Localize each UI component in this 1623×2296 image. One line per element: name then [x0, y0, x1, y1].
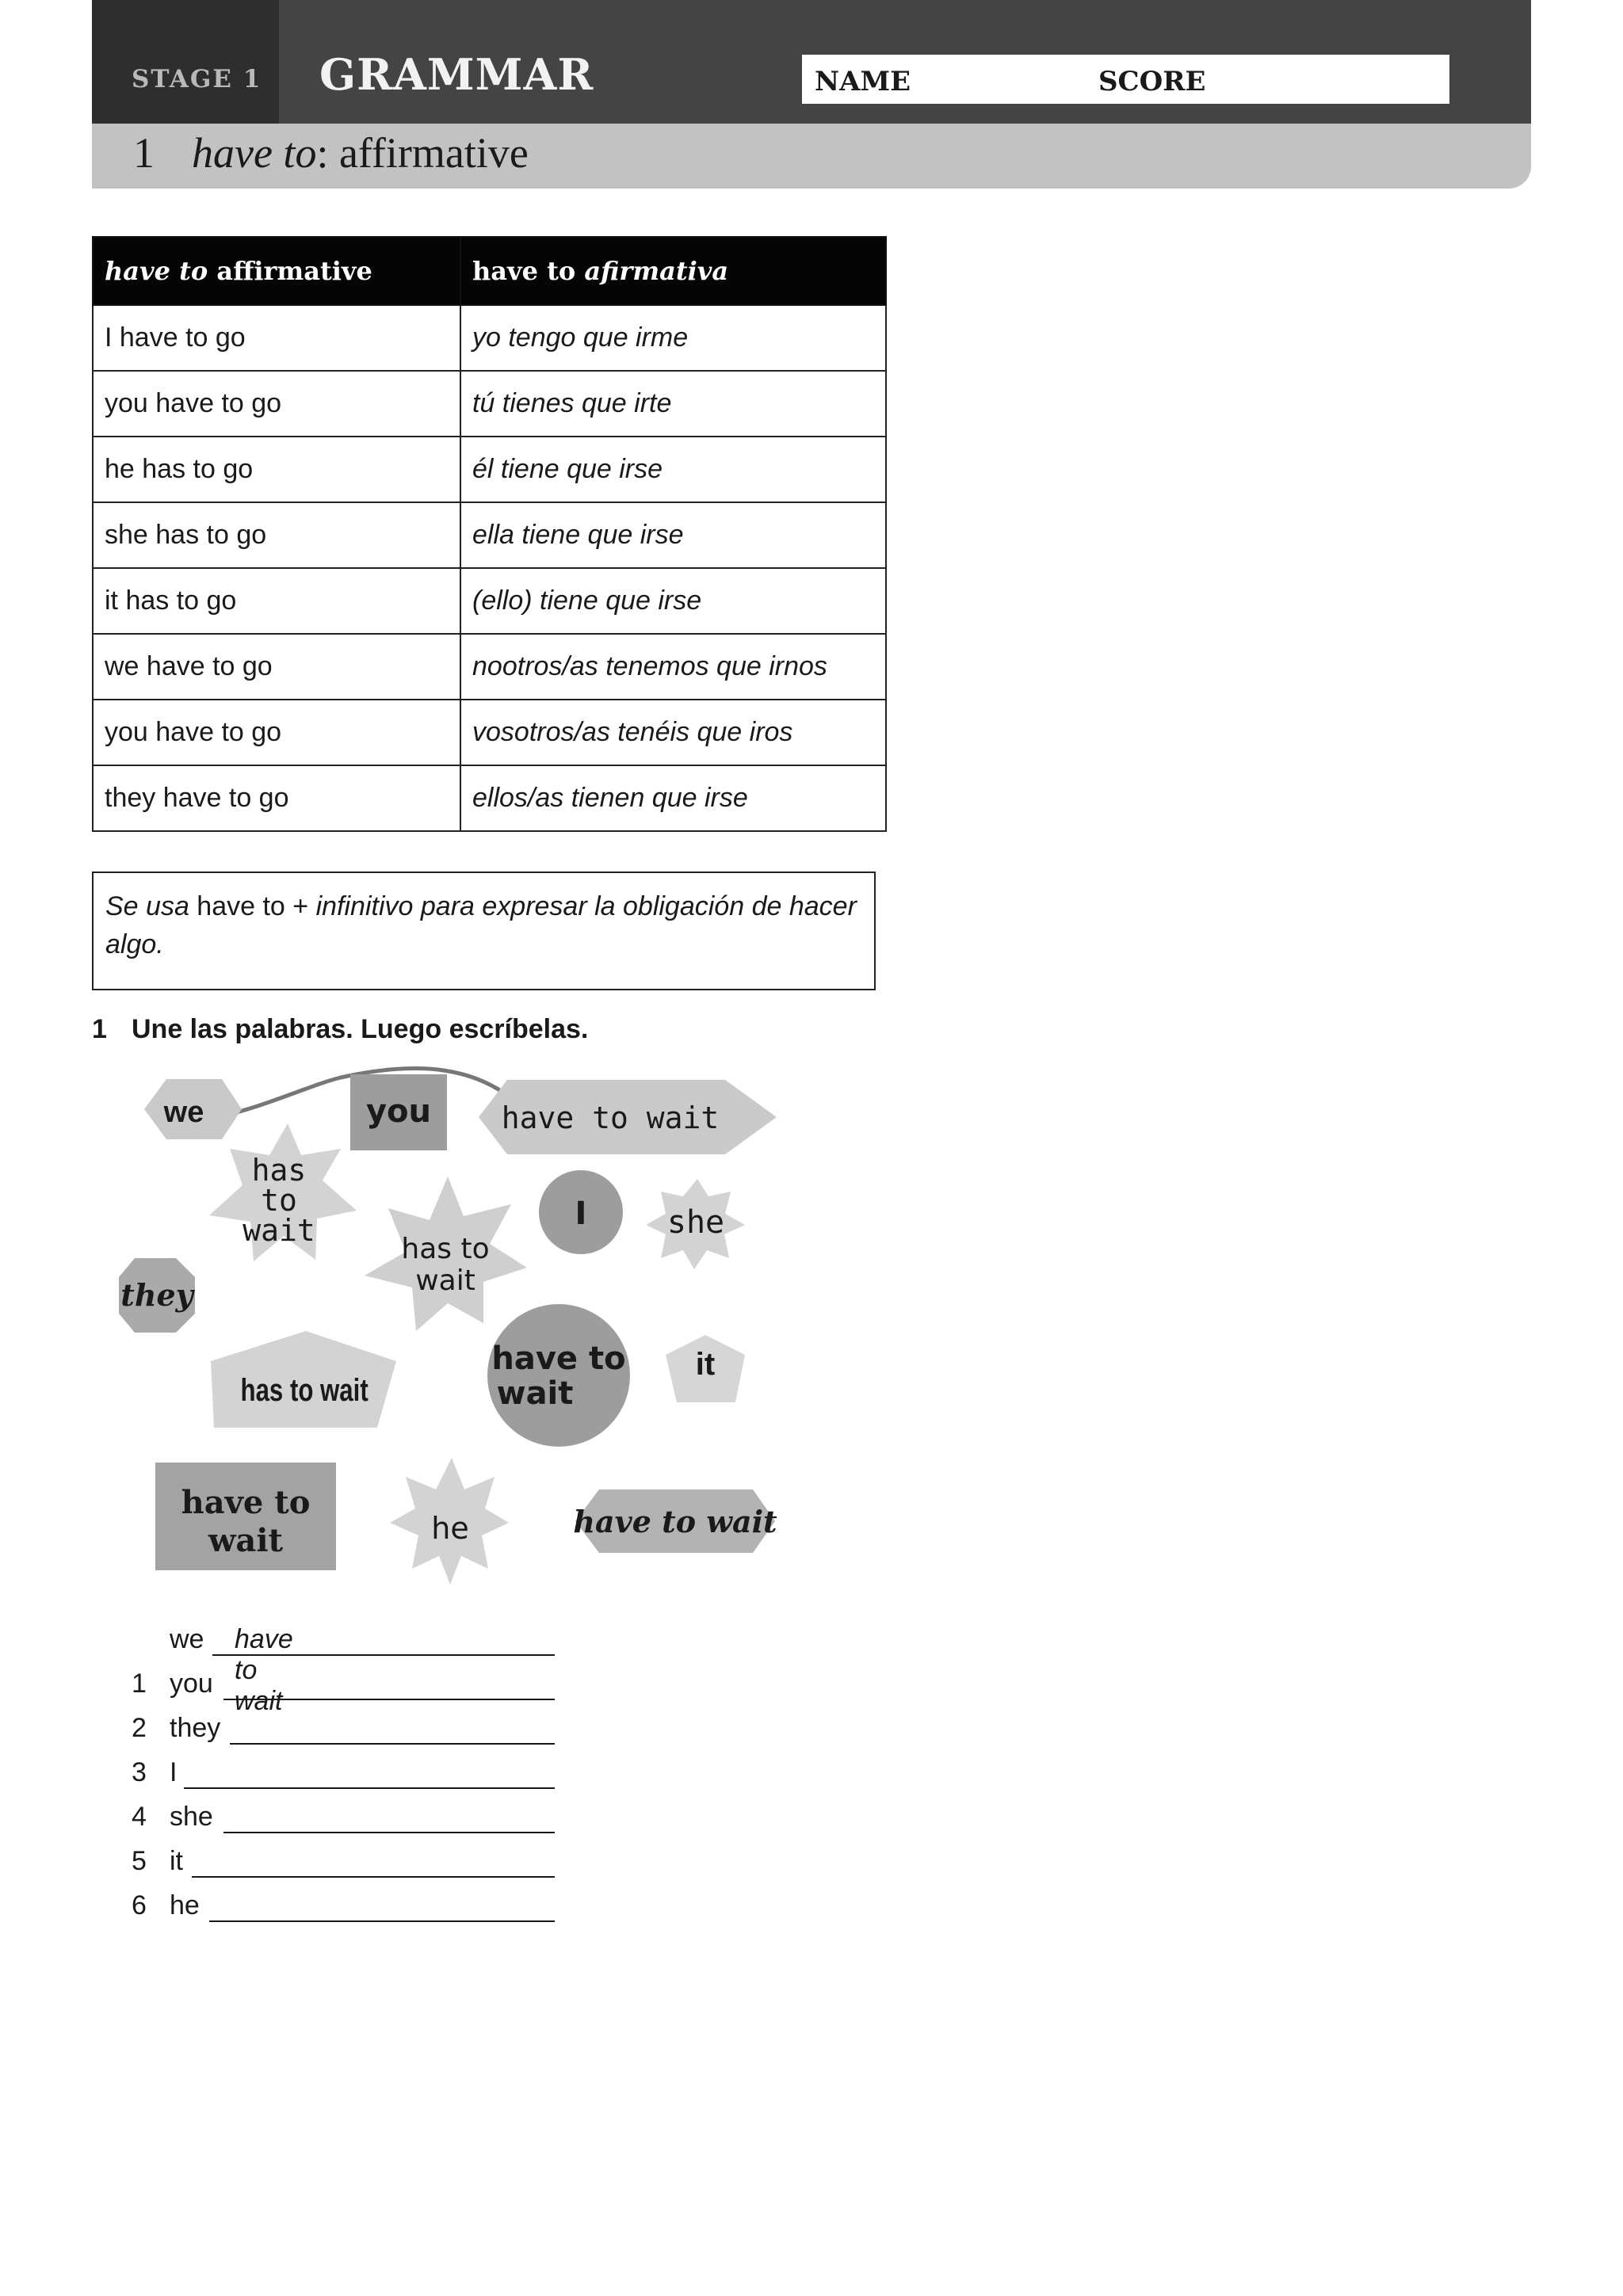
table-cell-spanish: ella tiene que irse [460, 502, 886, 568]
svg-text:has to wait: has to wait [240, 1372, 369, 1408]
worksheet-header [92, 0, 1531, 124]
table-cell-spanish: (ello) tiene que irse [460, 568, 886, 634]
shape-we[interactable] [144, 1079, 242, 1139]
svg-text:they: they [120, 1277, 193, 1313]
answer-subject: you [170, 1669, 213, 1699]
exercise-number: 1 [92, 1014, 107, 1044]
shape-I[interactable] [539, 1170, 623, 1254]
table-cell-spanish: tú tienes que irte [460, 371, 886, 437]
table-row [93, 765, 886, 831]
svg-text:she: she [666, 1204, 725, 1241]
shape-you[interactable] [350, 1074, 447, 1150]
name-score-box [802, 55, 1449, 104]
svg-text:has to: has to [401, 1233, 490, 1265]
answer-line[interactable] [223, 1832, 555, 1833]
table-row [93, 502, 886, 568]
shape-they[interactable] [119, 1258, 196, 1333]
svg-text:wait: wait [415, 1264, 475, 1297]
name-label: NAME [815, 66, 911, 97]
section-title: GRAMMAR [319, 49, 594, 100]
stage-box [92, 0, 279, 124]
score-label: SCORE [1098, 66, 1206, 97]
table-cell-spanish: ellos/as tienen que irse [460, 765, 886, 831]
answer-line[interactable] [192, 1876, 555, 1878]
table-row [93, 634, 886, 700]
svg-text:I: I [575, 1196, 587, 1232]
svg-text:we: we [163, 1096, 204, 1129]
svg-text:wait: wait [496, 1375, 574, 1412]
answer-subject: it [170, 1846, 183, 1876]
table-header-english: have to affirmative [93, 237, 460, 305]
table-row [93, 700, 886, 765]
table-cell-spanish: nootros/as tenemos que irnos [460, 634, 886, 700]
answer-number: 5 [132, 1846, 147, 1876]
shape-it[interactable] [666, 1335, 745, 1402]
topic-title-rest: : affirmative [316, 129, 529, 177]
shape-he[interactable] [390, 1458, 509, 1585]
table-cell-english: he has to go [93, 437, 460, 502]
answer-line[interactable] [223, 1699, 555, 1700]
exercise-heading [92, 1014, 588, 1045]
answer-line[interactable] [209, 1920, 555, 1922]
answer-number: 2 [132, 1713, 147, 1743]
word-match-artwork [111, 1062, 792, 1600]
svg-text:it: it [695, 1347, 716, 1382]
topic-number: 1 [133, 129, 155, 177]
svg-text:to: to [261, 1183, 297, 1218]
answer-subject: he [170, 1890, 200, 1920]
table-row [93, 437, 886, 502]
svg-text:have to wait: have to wait [573, 1504, 777, 1539]
shape-have-to-wait-circle[interactable] [487, 1304, 630, 1447]
svg-text:you: you [365, 1093, 432, 1130]
shape-have-to-wait-1[interactable] [479, 1080, 777, 1154]
answer-line[interactable] [230, 1743, 555, 1745]
table-cell-english: you have to go [93, 700, 460, 765]
svg-text:have to: have to [491, 1341, 626, 1377]
exercise-instruction: Une las palabras. Luego escríbelas. [132, 1014, 589, 1044]
usage-note: Se usa have to + infinitivo para expresar la obligación de hacer algo. [92, 871, 876, 990]
table-cell-english: it has to go [93, 568, 460, 634]
table-cell-english: we have to go [93, 634, 460, 700]
shape-has-to-wait-star[interactable] [209, 1123, 357, 1261]
shape-has-to-wait-star-2[interactable] [365, 1177, 527, 1331]
shape-she[interactable] [646, 1179, 745, 1269]
table-cell-english: she has to go [93, 502, 460, 568]
answer-number: 4 [132, 1802, 147, 1832]
svg-text:has: has [251, 1153, 307, 1188]
topic-title-italic: have to [192, 129, 317, 177]
svg-text:wait: wait [242, 1213, 315, 1248]
shape-has-to-wait-pentagon[interactable] [211, 1331, 396, 1428]
conjugation-table [92, 236, 887, 832]
answer-number: 6 [132, 1890, 147, 1920]
svg-text:he: he [431, 1511, 469, 1546]
table-cell-spanish: vosotros/as tenéis que iros [460, 700, 886, 765]
table-row [93, 371, 886, 437]
svg-text:have to: have to [181, 1484, 311, 1521]
table-cell-spanish: él tiene que irse [460, 437, 886, 502]
table-row [93, 305, 886, 371]
table-header-spanish: have to afirmativa [460, 237, 886, 305]
svg-text:have to wait: have to wait [501, 1100, 720, 1135]
answer-subject: she [170, 1802, 213, 1832]
stage-label: STAGE 1 [132, 65, 262, 93]
shape-have-to-wait-hex[interactable] [573, 1489, 777, 1553]
topic-heading-bar [92, 124, 1531, 189]
shape-have-to-wait-rect[interactable] [155, 1463, 336, 1570]
table-cell-english: you have to go [93, 371, 460, 437]
table-cell-spanish: yo tengo que irme [460, 305, 886, 371]
answer-example-text: have to wait [235, 1624, 293, 1716]
table-cell-english: they have to go [93, 765, 460, 831]
topic-title [192, 128, 529, 177]
answer-number: 1 [132, 1669, 147, 1699]
answer-subject: I [170, 1757, 178, 1787]
table-cell-english: I have to go [93, 305, 460, 371]
answer-number: 3 [132, 1757, 147, 1787]
answer-subject: they [170, 1713, 221, 1743]
table-row [93, 568, 886, 634]
svg-text:wait: wait [208, 1522, 284, 1559]
answer-subject: we [170, 1624, 204, 1654]
table-header-row [93, 237, 886, 305]
answer-line[interactable] [184, 1787, 555, 1789]
